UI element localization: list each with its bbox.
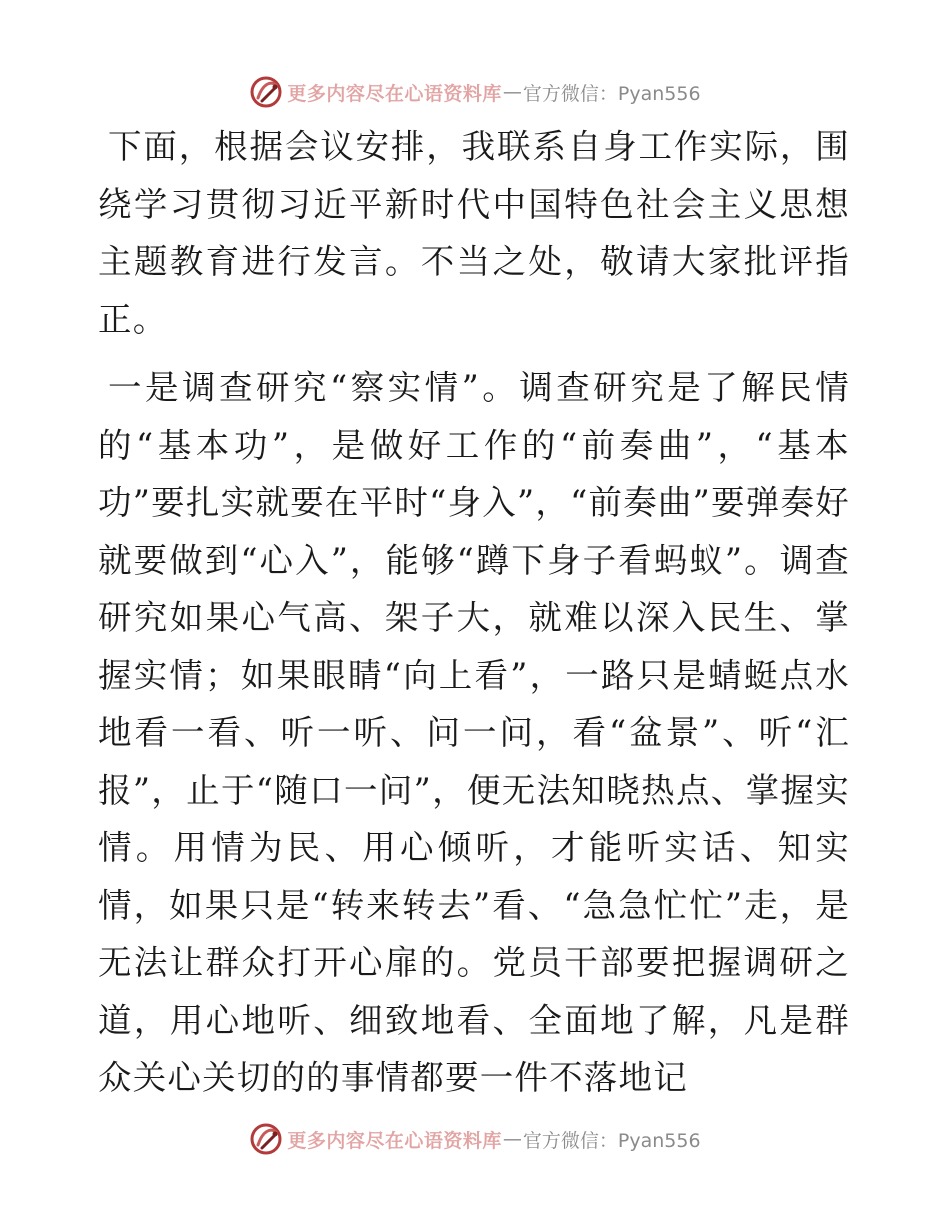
header-banner <box>0 72 950 112</box>
ribbon-heart-icon <box>249 1122 283 1156</box>
footer-banner <box>0 1119 950 1159</box>
paragraph-investigation: 一是调查研究“察实情”。调查研究是了解民情的“基本功”，是做好工作的“前奏曲”，“基本功”要扎实就要在平时“身入”，“前奏曲”要弹奏好就要做到“心入”，能够“蹲下身子看蚂蚁”。调查研究如果心气高、架子大，就难以深入民生、掌握实情；如果眼睛“向上看”，一路只是蜻蜓点水地看一看、听一听、问一问，看“盆景”、听“汇报”，止于“随口一问”，便无法知晓热点、掌握实情。用情为民、用心倾听，才能听实话、知实情，如果只是“转来转去”看、“急急忙忙”走，是无法让群众打开心扉的。党员干部要把握调研之道，用心地听、细致地看、全面地了解，凡是群众关心关切的的事情都要一件不落地记 <box>98 368 850 1097</box>
banner-wechat-text: 官方微信：Pyan556 <box>522 82 701 105</box>
banner-dash: — <box>502 1128 522 1150</box>
paragraph-intro: 下面，根据会议安排，我联系自身工作实际，围绕学习贯彻习近平新时代中国特色社会主义思想主题教育进行发言。不当之处，敬请大家批评指正。 <box>98 127 850 339</box>
banner-dash: — <box>502 81 522 103</box>
banner-wechat-text: 官方微信：Pyan556 <box>522 1129 701 1152</box>
document-body <box>98 118 850 1107</box>
banner-brand-text: 更多内容尽在心语资料库 <box>287 1129 502 1152</box>
banner-brand-text: 更多内容尽在心语资料库 <box>287 82 502 105</box>
ribbon-heart-icon <box>249 75 283 109</box>
